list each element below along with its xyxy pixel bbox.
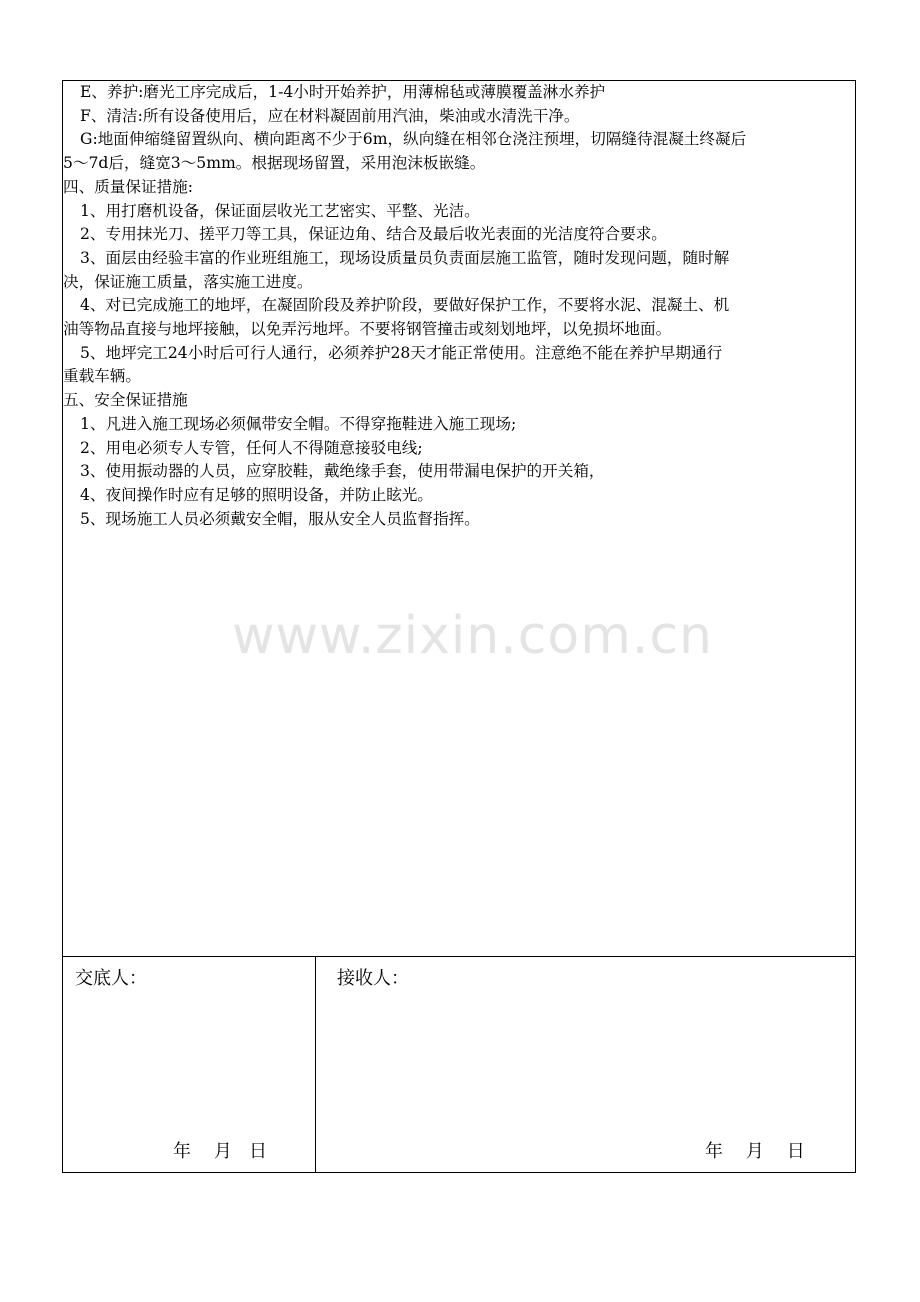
text-line: 2、用电必须专人专管，任何人不得随意接驳电线; (80, 438, 423, 457)
watermark: www.zixin.com.cn (232, 606, 713, 666)
column-divider (315, 956, 316, 1172)
text-line: 3、使用振动器的人员，应穿胶鞋，戴绝缘手套，使用带漏电保护的开关箱， (80, 462, 605, 481)
text-line: 决，保证施工质量，落实施工进度。 (63, 272, 313, 291)
text-line: 油等物品直接与地坪接触，以免弄污地坪。不要将钢管撞击或刻划地坪，以免损坏地面。 (63, 320, 672, 339)
text-line: F、清洁:所有设备使用后，应在材料凝固前用汽油，柴油或水清洗干净。 (80, 106, 580, 125)
text-line: 4、夜间操作时应有足够的照明设备，并防止眩光。 (80, 485, 433, 504)
text-line: 5～7d后，缝宽3～5mm。根据现场留置，采用泡沫板嵌缝。 (63, 154, 486, 173)
row-divider (63, 956, 855, 957)
text-line: 3、面层由经验丰富的作业班组施工，现场设质量员负责面层施工监管，随时发现问题，随时解 (80, 248, 730, 267)
text-line: E、养护:磨光工序完成后，1-4小时开始养护，用薄棉毡或薄膜覆盖淋水养护 (80, 83, 606, 101)
handover-label: 交底人： (75, 968, 147, 989)
text-line: 1、用打磨机设备，保证面层收光工艺密实、平整、光洁。 (80, 201, 480, 220)
section-heading: 五、安全保证措施 (63, 391, 188, 410)
receiver-label: 接收人： (337, 968, 409, 989)
section-heading: 四、质量保证措施: (63, 177, 194, 196)
handover-date: 年 月 日 (173, 1141, 268, 1162)
receiver-date: 年 月 日 (705, 1141, 805, 1162)
text-line: 1、凡进入施工现场必须佩带安全帽。不得穿拖鞋进入施工现场; (80, 414, 517, 433)
text-line: 5、地坪完工24小时后可行人通行，必须养护28天才能正常使用。注意绝不能在养护早期通行 (80, 343, 723, 362)
text-line: 5、现场施工人员必须戴安全帽，服从安全人员监督指挥。 (80, 509, 480, 528)
document-body (63, 81, 857, 956)
text-line: 重载车辆。 (63, 367, 141, 386)
text-line: G:地面伸缩缝留置纵向、横向距离不少于6m，纵向缝在相邻仓浇注预埋，切隔缝待混凝土终凝后 (80, 130, 747, 149)
text-line: 2、专用抹光刀、搓平刀等工具，保证边角、结合及最后收光表面的光洁度符合要求。 (80, 225, 667, 244)
text-line: 4、对已完成施工的地坪，在凝固阶段及养护阶段，要做好保护工作，不要将水泥、混凝土、机 (80, 296, 730, 315)
